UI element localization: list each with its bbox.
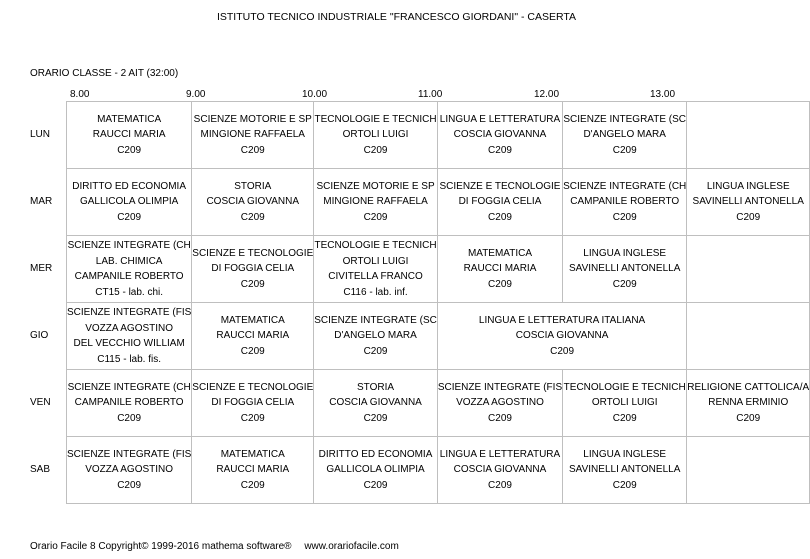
cell-line: C209 bbox=[488, 144, 512, 156]
cell-line: GALLICOLA OLIMPIA bbox=[326, 464, 425, 476]
hour-label: 12.00 bbox=[534, 89, 560, 100]
cell-line: C209 bbox=[612, 412, 637, 424]
day-label: MER bbox=[30, 263, 53, 274]
timetable-cell bbox=[192, 370, 314, 437]
timetable-cell bbox=[67, 236, 192, 303]
day-column bbox=[30, 101, 64, 503]
document-title: ISTITUTO TECNICO INDUSTRIALE "FRANCESCO GIORDANI" - CASERTA bbox=[216, 11, 577, 23]
hour-header bbox=[66, 89, 762, 101]
cell-line: C116 - lab. inf. bbox=[343, 286, 408, 298]
cell-line: LINGUA INGLESE bbox=[583, 448, 667, 460]
day-label: GIO bbox=[30, 330, 49, 341]
cell-line: LINGUA E LETTERATURA ITALIANA bbox=[478, 314, 646, 326]
cell-line: MATEMATICA bbox=[467, 247, 533, 259]
cell-line: ORTOLI LUIGI bbox=[342, 255, 409, 267]
timetable-cell bbox=[314, 437, 438, 504]
cell-line: C209 bbox=[240, 211, 265, 223]
cell-line: COSCIA GIOVANNA bbox=[453, 129, 547, 141]
cell-line: D'ANGELO MARA bbox=[334, 330, 417, 342]
cell-line: COSCIA GIOVANNA bbox=[206, 196, 300, 208]
timetable-cell bbox=[192, 303, 314, 370]
timetable-cell bbox=[314, 236, 438, 303]
hour-label: 9.00 bbox=[186, 89, 206, 100]
cell-line: C209 bbox=[488, 278, 512, 290]
cell-line: RAUCCI MARIA bbox=[463, 263, 537, 275]
cell-line: COSCIA GIOVANNA bbox=[453, 464, 547, 476]
cell-line: MATEMATICA bbox=[220, 448, 285, 460]
cell-line: C209 bbox=[612, 211, 637, 223]
timetable-cell bbox=[687, 437, 810, 504]
cell-line: RENNA ERMINIO bbox=[708, 397, 789, 409]
timetable-cell bbox=[67, 437, 192, 504]
cell-line: SCIENZE E TECNOLOGIE bbox=[439, 180, 561, 192]
timetable-row bbox=[67, 169, 810, 236]
timetable-cell bbox=[67, 303, 192, 370]
hour-label: 13.00 bbox=[650, 89, 676, 100]
cell-line: DI FOGGIA CELIA bbox=[458, 196, 542, 208]
cell-line: DIRITTO ED ECONOMIA bbox=[72, 180, 186, 192]
cell-line: VOZZA AGOSTINO bbox=[85, 464, 174, 476]
timetable-cell bbox=[437, 370, 562, 437]
cell-line: SAVINELLI ANTONELLA bbox=[692, 196, 804, 208]
timetable-cell bbox=[192, 169, 314, 236]
cell-line: COSCIA GIOVANNA bbox=[515, 330, 609, 342]
footer-url[interactable]: www.orariofacile.com bbox=[304, 541, 399, 552]
cell-line: MINGIONE RAFFAELA bbox=[323, 196, 428, 208]
cell-line: SCIENZE INTEGRATE (SC bbox=[314, 314, 437, 326]
cell-line: VOZZA AGOSTINO bbox=[85, 322, 174, 334]
cell-line: MATEMATICA bbox=[220, 314, 285, 326]
cell-line: C209 bbox=[240, 479, 265, 491]
timetable-cell bbox=[563, 370, 687, 437]
hour-label: 8.00 bbox=[70, 89, 90, 100]
cell-line: RELIGIONE CATTOLICA/A bbox=[687, 381, 810, 393]
hour-label: 11.00 bbox=[418, 89, 443, 100]
cell-line: CAMPANILE ROBERTO bbox=[570, 196, 680, 208]
cell-line: C209 bbox=[363, 479, 388, 491]
cell-line: RAUCCI MARIA bbox=[216, 464, 290, 476]
cell-line: C209 bbox=[736, 211, 761, 223]
timetable-cell bbox=[67, 169, 192, 236]
timetable-grid bbox=[66, 101, 810, 504]
cell-line: C209 bbox=[612, 479, 637, 491]
timetable-cell bbox=[437, 169, 562, 236]
cell-line: SCIENZE INTEGRATE (FIS bbox=[67, 448, 192, 460]
cell-line: LINGUA E LETTERATURA bbox=[439, 113, 561, 125]
timetable-cell bbox=[192, 102, 314, 169]
cell-line: MATEMATICA bbox=[97, 113, 162, 125]
day-label: MAR bbox=[30, 196, 53, 207]
timetable-cell bbox=[314, 102, 438, 169]
cell-line: COSCIA GIOVANNA bbox=[329, 397, 422, 409]
cell-line: SCIENZE INTEGRATE (CH bbox=[563, 180, 687, 192]
cell-line: TECNOLOGIE E TECNICH bbox=[563, 381, 686, 393]
cell-line: C209 bbox=[488, 479, 512, 491]
day-label: VEN bbox=[30, 397, 51, 408]
cell-line: VOZZA AGOSTINO bbox=[456, 397, 544, 409]
cell-line: C209 bbox=[363, 211, 388, 223]
timetable-row bbox=[67, 102, 810, 169]
timetable-row bbox=[67, 303, 810, 370]
cell-line: C209 bbox=[363, 412, 388, 424]
cell-line: C209 bbox=[550, 345, 575, 357]
cell-line: DI FOGGIA CELIA bbox=[211, 397, 295, 409]
cell-line: RAUCCI MARIA bbox=[216, 330, 290, 342]
timetable-cell bbox=[687, 236, 810, 303]
cell-line: RAUCCI MARIA bbox=[92, 129, 166, 141]
timetable-cell bbox=[687, 102, 810, 169]
timetable-cell bbox=[314, 169, 438, 236]
timetable-cell bbox=[67, 102, 192, 169]
cell-line: SCIENZE INTEGRATE (CH bbox=[67, 240, 191, 251]
cell-line: LINGUA E LETTERATURA bbox=[439, 448, 561, 460]
cell-line: CT15 - lab. chi. bbox=[95, 286, 164, 298]
cell-line: ORTOLI LUIGI bbox=[591, 397, 658, 409]
cell-line: SCIENZE E TECNOLOGIE bbox=[192, 381, 314, 393]
timetable-cell bbox=[563, 236, 687, 303]
cell-line: C209 bbox=[240, 412, 265, 424]
timetable-cell bbox=[687, 169, 810, 236]
cell-line: C209 bbox=[117, 211, 142, 223]
cell-line: C115 - lab. fis. bbox=[97, 353, 161, 365]
cell-line: SCIENZE INTEGRATE (FIS bbox=[67, 307, 192, 318]
cell-line: SCIENZE MOTORIE E SP bbox=[316, 180, 435, 192]
cell-line: TECNOLOGIE E TECNICH bbox=[314, 240, 437, 251]
cell-line: C209 bbox=[488, 211, 512, 223]
timetable-cell bbox=[437, 102, 562, 169]
footer bbox=[30, 541, 399, 552]
cell-line: SCIENZE INTEGRATE (SC bbox=[563, 113, 686, 125]
timetable-row bbox=[67, 370, 810, 437]
cell-line: ORTOLI LUIGI bbox=[342, 129, 409, 141]
cell-line: C209 bbox=[363, 144, 388, 156]
cell-line: SAVINELLI ANTONELLA bbox=[569, 263, 681, 275]
cell-line: C209 bbox=[736, 412, 761, 424]
cell-line: C209 bbox=[240, 345, 265, 357]
timetable-cell bbox=[314, 303, 438, 370]
cell-line: D'ANGELO MARA bbox=[583, 129, 666, 141]
cell-line: C209 bbox=[117, 412, 142, 424]
day-label: SAB bbox=[30, 464, 51, 475]
cell-line: C209 bbox=[117, 144, 142, 156]
timetable-cell bbox=[314, 370, 438, 437]
footer-copyright: Orario Facile 8 Copyright© 1999-2016 mathema software® bbox=[30, 541, 292, 552]
cell-line: C209 bbox=[117, 479, 142, 491]
timetable-cell bbox=[437, 236, 562, 303]
cell-line: SCIENZE INTEGRATE (CH bbox=[67, 381, 191, 393]
class-label: ORARIO CLASSE - 2 AIT (32:00) bbox=[30, 68, 179, 79]
timetable-cell bbox=[687, 303, 810, 370]
timetable-cell bbox=[563, 169, 687, 236]
cell-line: SCIENZE INTEGRATE (FIS bbox=[437, 381, 563, 393]
cell-line: LINGUA INGLESE bbox=[583, 247, 667, 259]
cell-line: CAMPANILE ROBERTO bbox=[74, 271, 184, 282]
timetable-row bbox=[67, 437, 810, 504]
cell-line: DEL VECCHIO WILLIAM bbox=[73, 338, 185, 349]
cell-line: C209 bbox=[612, 278, 637, 290]
timetable-cell bbox=[437, 303, 686, 370]
timetable-row bbox=[67, 236, 810, 303]
timetable-cell bbox=[437, 437, 562, 504]
day-label: LUN bbox=[30, 129, 51, 140]
cell-line: CIVITELLA FRANCO bbox=[328, 271, 423, 282]
cell-line: LAB. CHIMICA bbox=[95, 255, 163, 267]
cell-line: LINGUA INGLESE bbox=[706, 180, 790, 192]
cell-line: MINGIONE RAFFAELA bbox=[200, 129, 305, 141]
cell-line: C209 bbox=[240, 278, 265, 290]
timetable-cell bbox=[192, 437, 314, 504]
hour-label: 10.00 bbox=[302, 89, 328, 100]
cell-line: GALLICOLA OLIMPIA bbox=[79, 196, 179, 208]
cell-line: TECNOLOGIE E TECNICH bbox=[314, 113, 437, 125]
cell-line: C209 bbox=[488, 412, 512, 424]
cell-line: SCIENZE E TECNOLOGIE bbox=[192, 247, 314, 259]
cell-line: STORIA bbox=[234, 180, 272, 192]
timetable-cell bbox=[192, 236, 314, 303]
timetable-cell bbox=[687, 370, 810, 437]
cell-line: SAVINELLI ANTONELLA bbox=[569, 464, 681, 476]
cell-line: C209 bbox=[612, 144, 637, 156]
cell-line: SCIENZE MOTORIE E SP bbox=[193, 113, 312, 125]
cell-line: DIRITTO ED ECONOMIA bbox=[318, 448, 433, 460]
cell-line: CAMPANILE ROBERTO bbox=[74, 397, 184, 409]
cell-line: C209 bbox=[363, 345, 388, 357]
timetable-cell bbox=[67, 370, 192, 437]
cell-line: DI FOGGIA CELIA bbox=[211, 263, 295, 275]
timetable-cell bbox=[563, 102, 687, 169]
cell-line: STORIA bbox=[357, 381, 395, 393]
cell-line: C209 bbox=[240, 144, 265, 156]
timetable-cell bbox=[563, 437, 687, 504]
